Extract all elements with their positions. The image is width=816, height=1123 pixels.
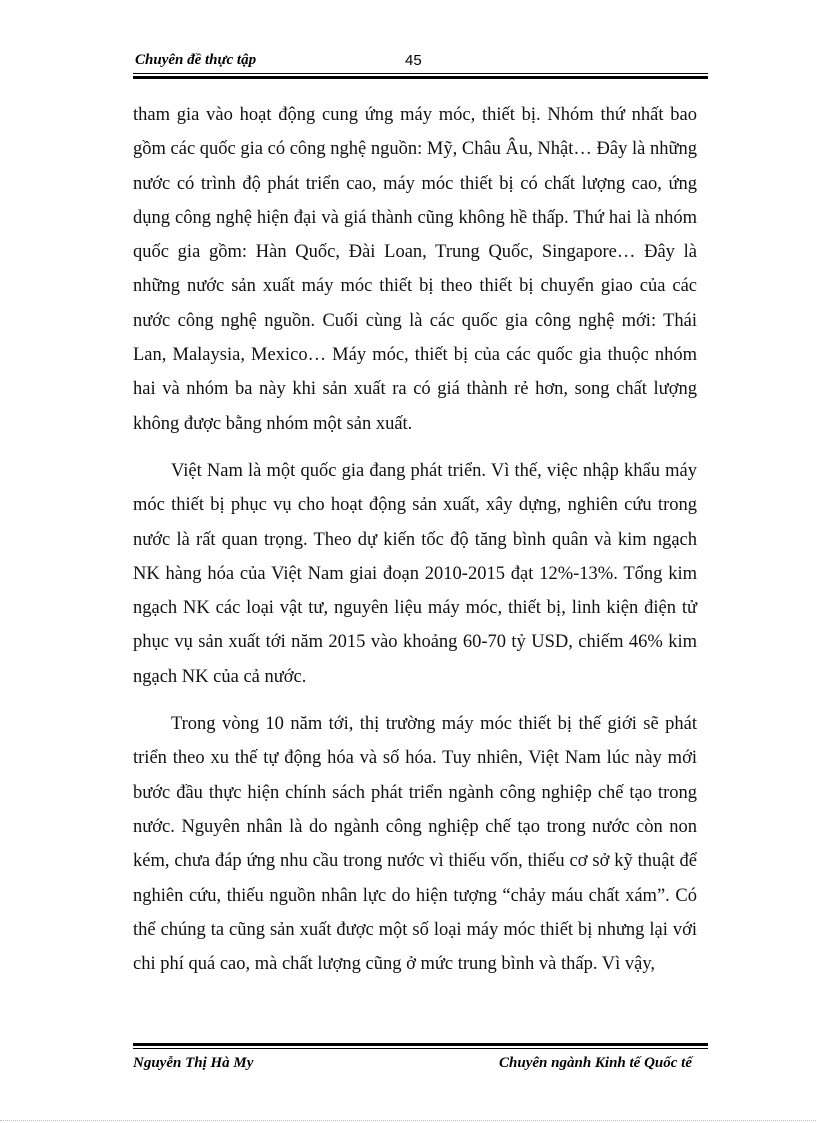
paragraph-3: Trong vòng 10 năm tới, thị trường máy móc thiết bị thế giới sẽ phát triển theo xu thế tự động hóa và số hóa. Tuy nhiên, Việt Nam lúc này mới bước đầu thực hiện chính sách phát triển ngành công nghiệp chế tạo trong nước. Nguyên nhân là do ngành công nghiệp chế tạo trong nước còn non kém, chưa đáp ứng nhu cầu trong nước vì thiếu vốn, thiếu cơ sở kỹ thuật để nghiên cứu, thiếu nguồn nhân lực do hiện tượng “chảy máu chất xám”. Có thể chúng ta cũng sản xuất được một số loại máy móc thiết bị nhưng lại với chi phí quá cao, mà chất lượng cũng ở mức trung bình và thấp. Vì vậy, bbox=[133, 714, 697, 975]
page-header bbox=[133, 50, 708, 74]
header-rule-thick bbox=[133, 76, 708, 79]
footer-major: Chuyên ngành Kinh tế Quốc tế bbox=[499, 1055, 692, 1071]
paragraph-2: Việt Nam là một quốc gia đang phát triển. Vì thế, việc nhập khẩu máy móc thiết bị phục vụ cho hoạt động sản xuất, xây dựng, nghiên cứu trong nước là rất quan trọng. Theo dự kiến tốc độ tăng bình quân và kim ngạch NK hàng hóa của Việt Nam giai đoạn 2010-2015 đạt 12%-13%. Tổng kim ngạch NK các loại vật tư, nguyên liệu máy móc, thiết bị, linh kiện điện tử phục vụ sản xuất tới năm 2015 vào khoảng 60-70 tỷ USD, chiếm 46% kim ngạch NK của cả nước. bbox=[133, 460, 697, 687]
paragraph-1: tham gia vào hoạt động cung ứng máy móc, thiết bị. Nhóm thứ nhất bao gồm các quốc gia có công nghệ nguồn: Mỹ, Châu Âu, Nhật… Đây là những nước có trình độ phát triển cao, máy móc thiết bị có chất lượng cao, ứng dụng công nghệ hiện đại và giá thành cũng không hề thấp. Thứ hai là nhóm quốc gia gồm: Hàn Quốc, Đài Loan, Trung Quốc, Singapore… Đây là những nước sản xuất máy móc thiết bị theo thiết bị chuyển giao của các nước công nghệ nguồn. Cuối cùng là các quốc gia công nghệ mới: Thái Lan, Malaysia, Mexico… Máy móc, thiết bị của các quốc gia thuộc nhóm hai và nhóm ba này khi sản xuất ra có giá thành rẻ hơn, song chất lượng không được bằng nhóm một sản xuất. bbox=[133, 105, 697, 434]
page-bottom-border bbox=[0, 1120, 816, 1121]
header-rule-thin bbox=[133, 73, 708, 74]
footer-author: Nguyễn Thị Hà My bbox=[133, 1055, 254, 1071]
body-text bbox=[133, 98, 697, 981]
header-title: Chuyên đề thực tập bbox=[135, 52, 257, 68]
footer-rule-thin bbox=[133, 1048, 708, 1049]
footer-rule-thick bbox=[133, 1043, 708, 1046]
page-number: 45 bbox=[405, 52, 422, 69]
